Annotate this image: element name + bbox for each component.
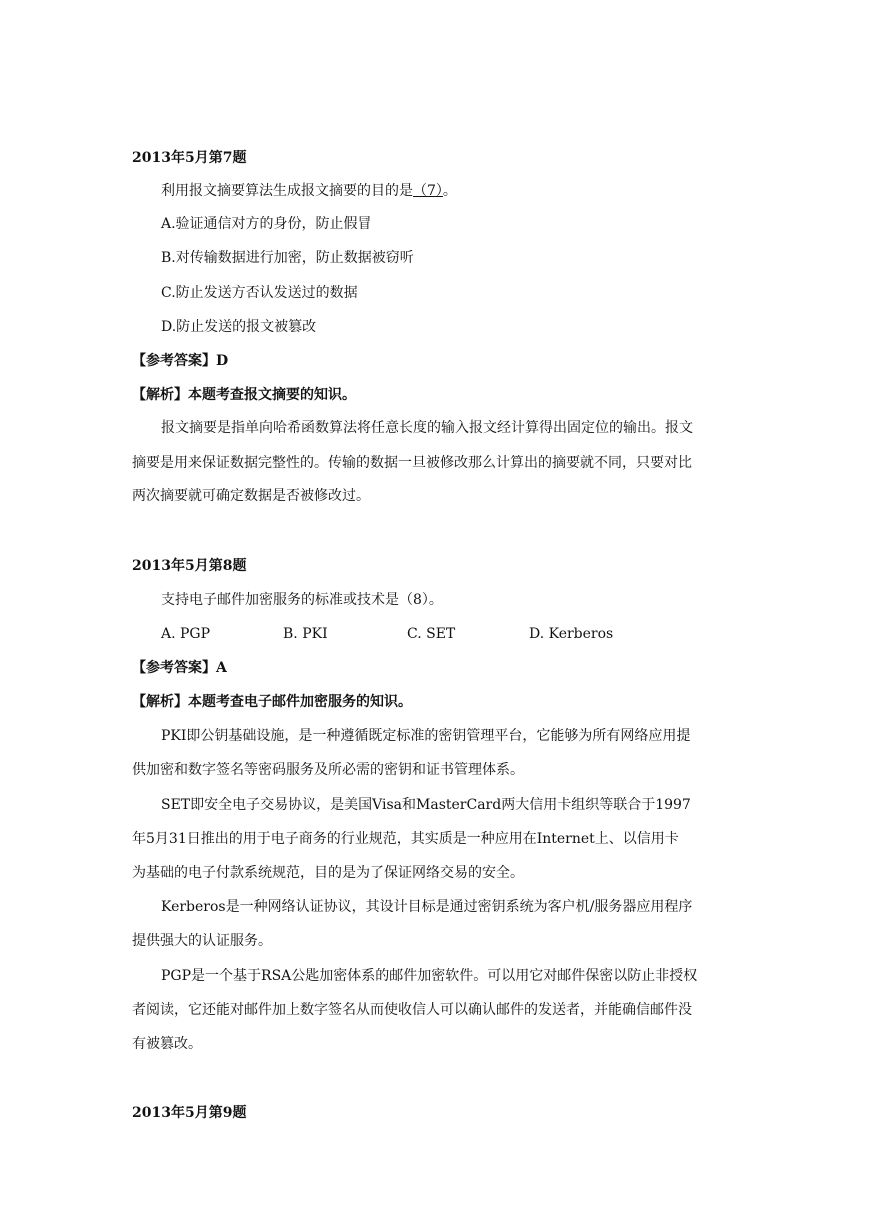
analysis-line: 有被篡改。	[132, 1036, 202, 1052]
answer-q7: 【参考答案】D	[132, 353, 229, 369]
analysis-title-q8: 【解析】本题考查电子邮件加密服务的知识。	[132, 694, 412, 710]
stem-blank: （7）	[413, 183, 443, 199]
analysis-line: SET即安全电子交易协议，是美国Visa和MasterCard两大信用卡组织等联合于1997	[161, 797, 691, 813]
question-stem-q8: 支持电子邮件加密服务的标准或技术是（8）。	[161, 592, 443, 608]
option-d: D. Kerberos	[529, 626, 614, 642]
answer-q8: 【参考答案】A	[132, 660, 227, 676]
analysis-line: 为基础的电子付款系统规范，目的是为了保证网络交易的安全。	[132, 865, 524, 881]
analysis-line: PGP是一个基于RSA公匙加密体系的邮件加密软件。可以用它对邮件保密以防止非授权	[161, 968, 698, 984]
question-heading-q7: 2013年5月第7题	[132, 150, 247, 166]
option-c: C. SET	[407, 626, 456, 642]
analysis-line: 摘要是用来保证数据完整性的。传输的数据一旦被修改那么计算出的摘要就不同，只要对比	[132, 455, 692, 471]
analysis-line: 供加密和数字签名等密码服务及所必需的密钥和证书管理体系。	[132, 762, 524, 778]
analysis-line: Kerberos是一种网络认证协议，其设计目标是通过密钥系统为客户机/服务器应用程序	[161, 899, 693, 915]
analysis-line: 者阅读，它还能对邮件加上数字签名从而使收信人可以确认邮件的发送者，并能确信邮件没	[132, 1002, 692, 1018]
question-heading-q9: 2013年5月第9题	[132, 1105, 247, 1121]
stem-suffix: 。	[442, 183, 457, 199]
question-heading-q8: 2013年5月第8题	[132, 558, 247, 574]
analysis-title-q7: 【解析】本题考查报文摘要的知识。	[132, 387, 356, 403]
analysis-line: 年5月31日推出的用于电子商务的行业规范，其实质是一种应用在Internet上、以信用卡	[132, 831, 679, 847]
option-b: B. PKI	[283, 626, 328, 642]
option-b: B.对传输数据进行加密，防止数据被窃听	[161, 250, 414, 266]
option-c: C.防止发送方否认发送过的数据	[161, 285, 358, 301]
stem-text: 利用报文摘要算法生成报文摘要的目的是	[161, 183, 413, 199]
option-a: A.验证通信对方的身份，防止假冒	[161, 216, 372, 232]
analysis-line: 两次摘要就可确定数据是否被修改过。	[132, 488, 370, 504]
option-a: A. PGP	[161, 626, 211, 642]
option-d: D.防止发送的报文被篡改	[161, 319, 317, 335]
analysis-line: PKI即公钥基础设施，是一种遵循既定标准的密钥管理平台，它能够为所有网络应用提	[161, 728, 691, 744]
question-stem-q7	[161, 181, 457, 201]
analysis-line: 报文摘要是指单向哈希函数算法将任意长度的输入报文经计算得出固定位的输出。报文	[161, 420, 693, 436]
analysis-line: 提供强大的认证服务。	[132, 933, 272, 949]
